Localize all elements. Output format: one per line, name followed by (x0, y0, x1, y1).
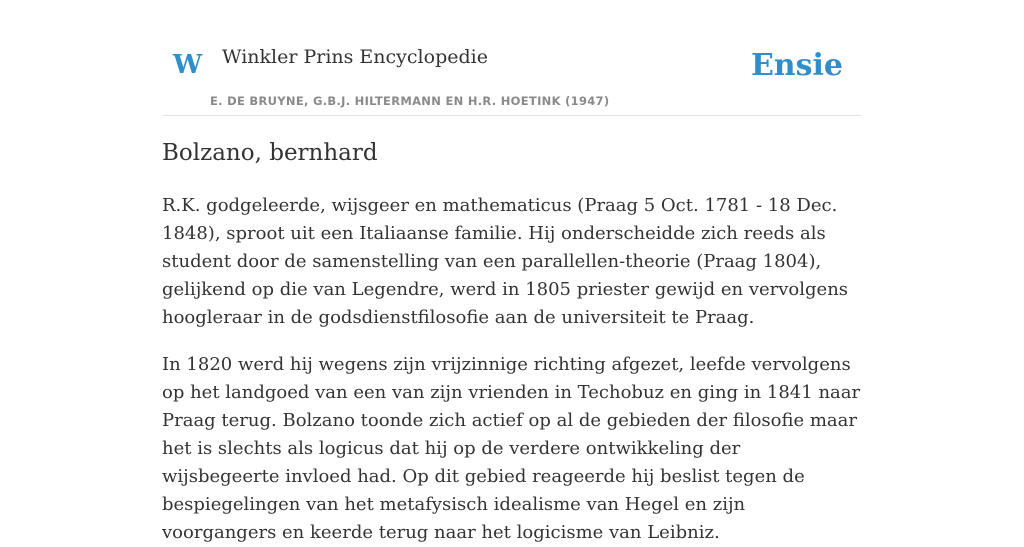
article-paragraph: In 1820 werd hij wegens zijn vrijzinnige richting afgezet, leefde vervolgens op het landgoed van een van zijn vrienden in Techobuz en ging in 1841 naar Praag terug. Bolzano toonde zich actief op al de gebieden der filosofie maar het is slechts als logicus dat hij op de verdere ontwikkeling der wijsbegeerte invloed had. Op dit gebied reageerde hij beslist tegen de bespiegelingen van het metafysisch idealisme van Hegel en zijn voorgangers en keerde terug naar het logicisme van Leibniz. (162, 354, 861, 543)
publication-authors: E. DE BRUYNE, G.B.J. HILTERMANN EN H.R. HOETINK (1947) (210, 94, 610, 108)
site-header (162, 0, 862, 116)
publication-title[interactable]: Winkler Prins Encyclopedie (222, 46, 488, 68)
article-title: Bolzano, bernhard (162, 140, 378, 166)
ensie-logo[interactable]: Ensie (750, 48, 843, 83)
page-container (162, 0, 862, 543)
publication-logo-icon[interactable]: W (173, 50, 203, 80)
article-paragraph: R.K. godgeleerde, wijsgeer en mathematicus (Praag 5 Oct. 1781 - 18 Dec. 1848), sproot uit een Italiaanse familie. Hij onderscheidde zich reeds als student door de samenstelling van een parallellen-theorie (Praag 1804), gelijkend op die van Legendre, werd in 1805 priester gewijd en vervolgens hoogleraar in de godsdienstfilosofie aan de universiteit te Praag. (162, 195, 849, 328)
